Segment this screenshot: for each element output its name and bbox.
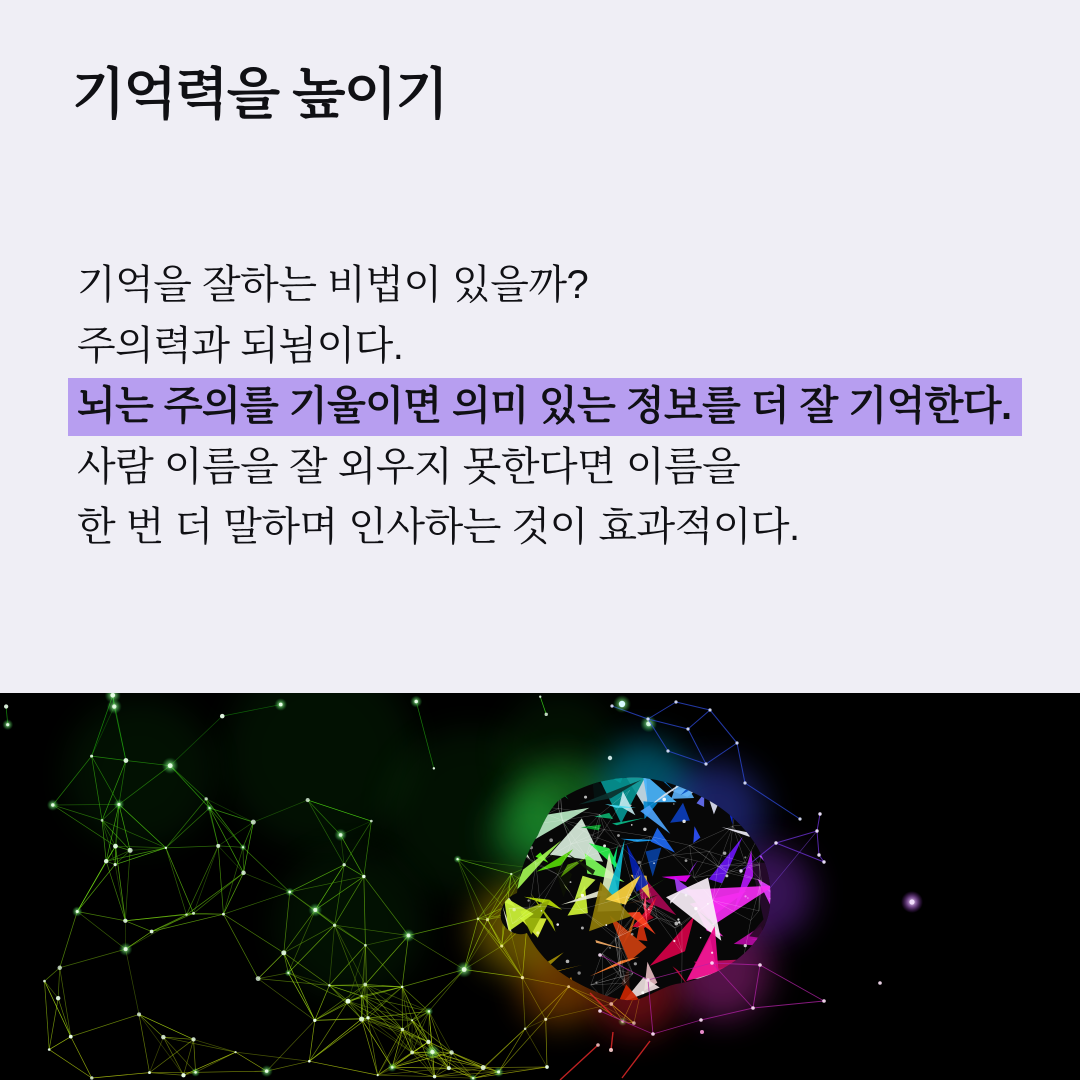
page-title: 기억력을 높이기 (72, 63, 448, 125)
text-line: 한 번 더 말하며 인사하는 것이 효과적이다. (77, 505, 800, 549)
text-line-highlight-row (77, 376, 1022, 437)
highlighted-text: 뇌는 주의를 기울이면 의미 있는 정보를 더 잘 기억한다. (68, 378, 1022, 436)
text-line: 기억을 잘하는 비법이 있을까? (77, 263, 589, 307)
body-text (77, 255, 1022, 558)
brain-network-svg (0, 693, 1080, 1080)
text-line: 사람 이름을 잘 외우지 못한다면 이름을 (77, 444, 741, 489)
brain-network-image (0, 693, 1080, 1080)
text-line: 주의력과 되뇜이다. (77, 323, 404, 368)
